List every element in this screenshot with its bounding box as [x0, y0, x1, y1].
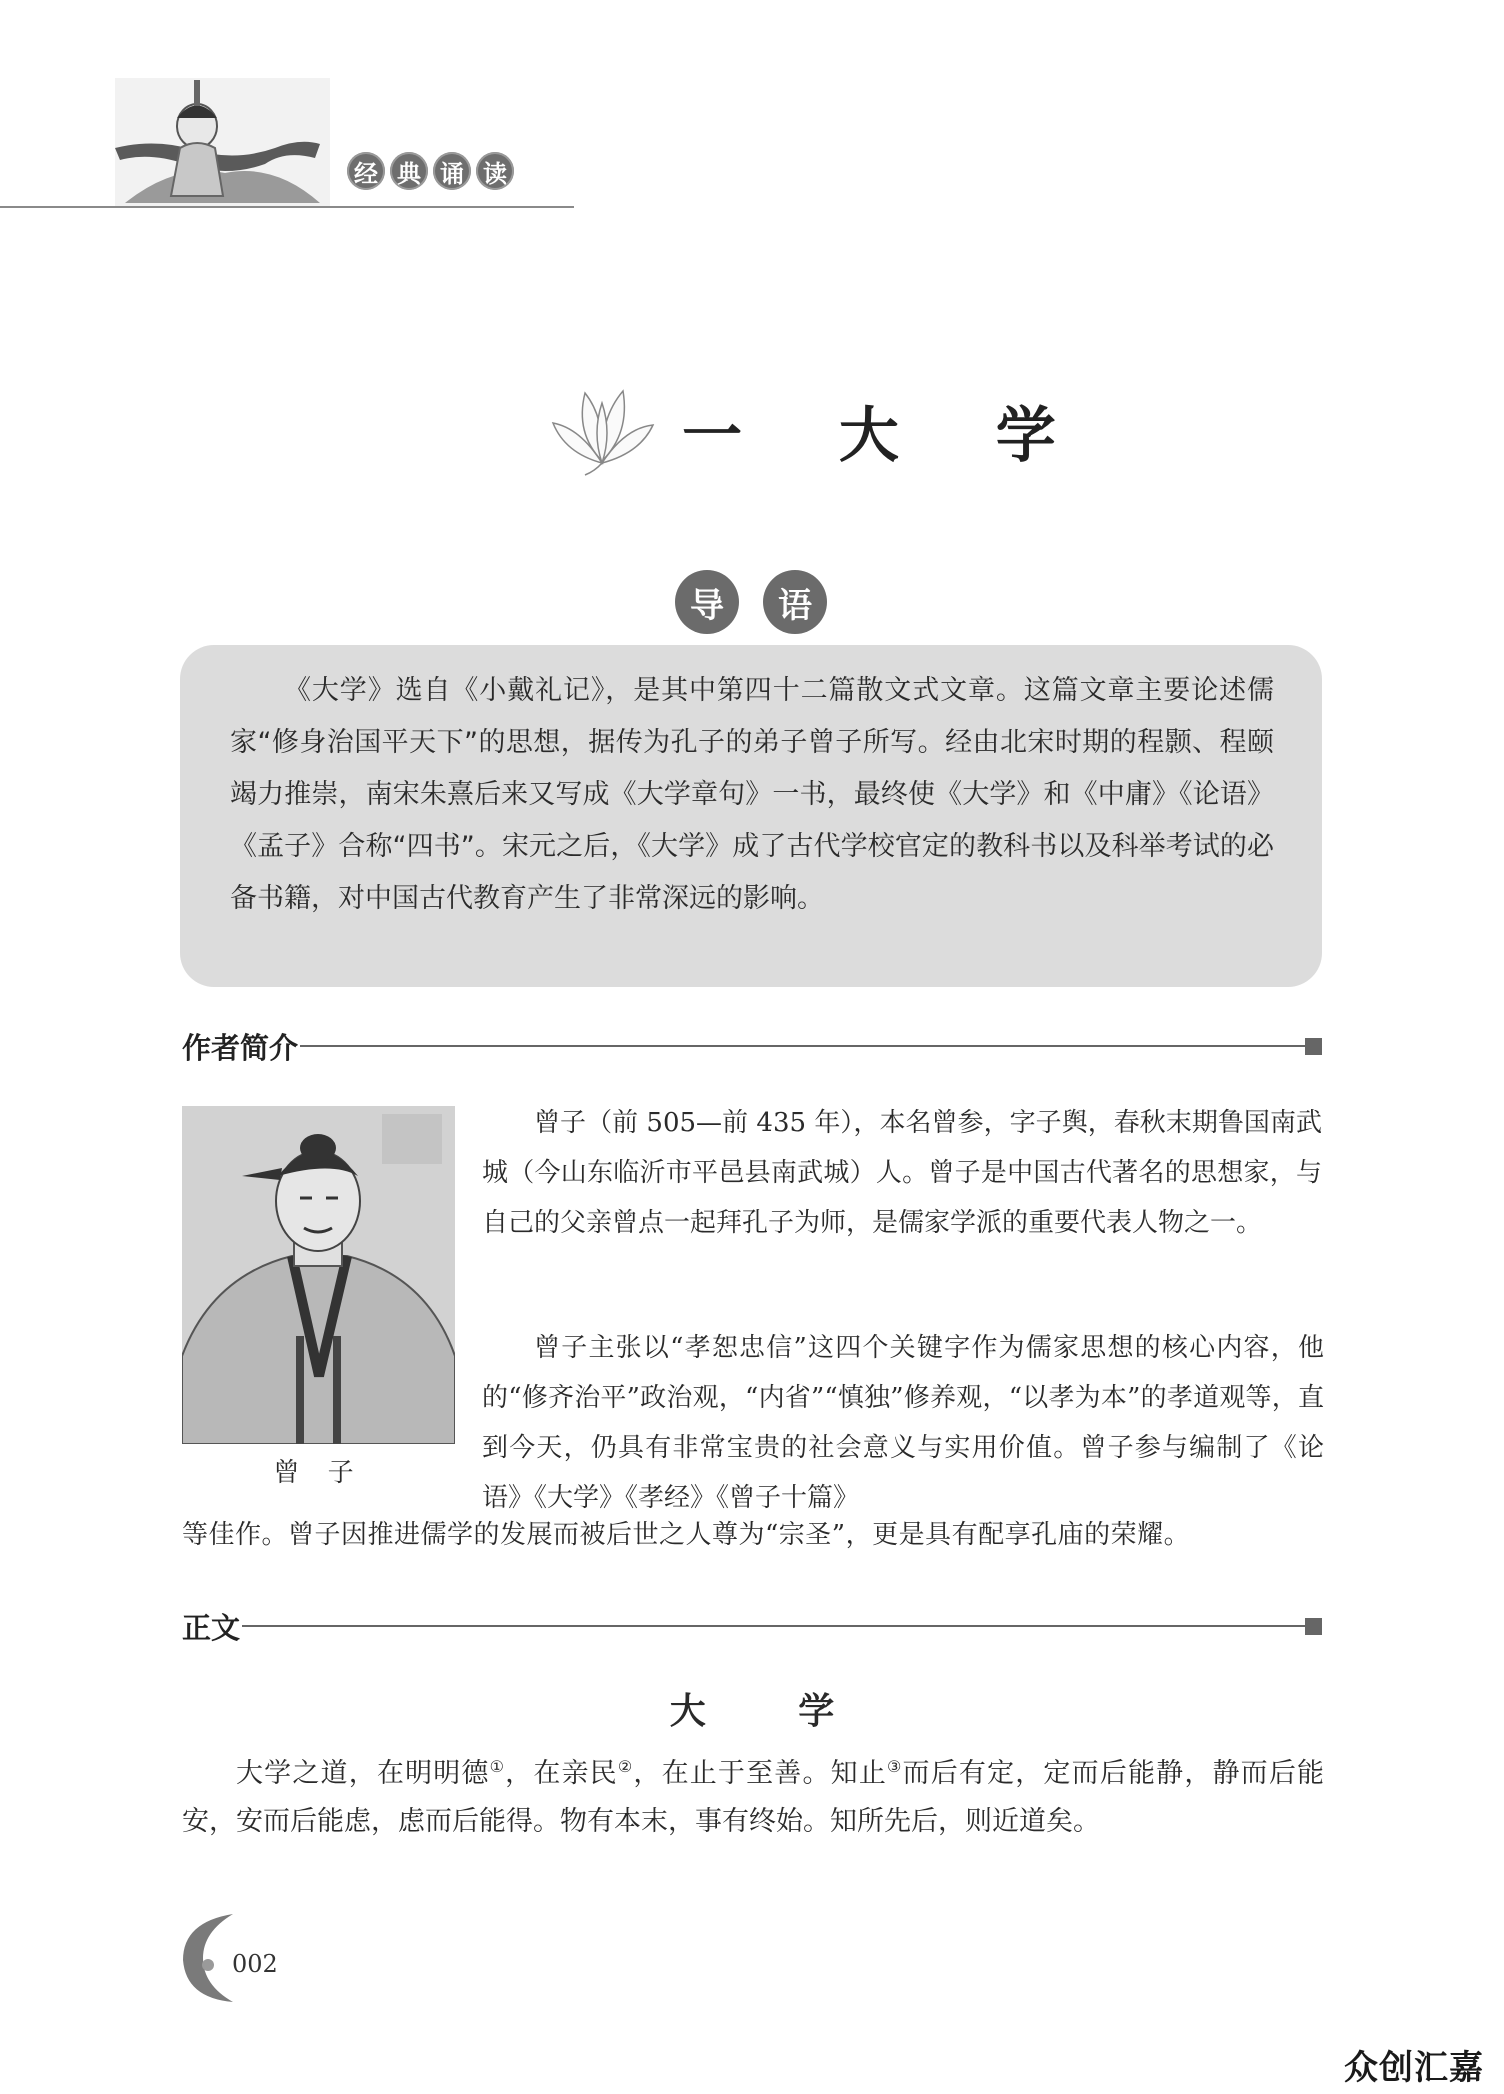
footnote-marker: ③: [887, 1757, 903, 1776]
portrait-image: [182, 1106, 455, 1444]
text-segment: ，在亲民: [505, 1758, 618, 1789]
text-segment: 而后有定，定而后能静，静而后能安，安而后能虑，虑而后能得。物有本末，事有终始。知所先后，则近道矣。: [182, 1758, 1325, 1837]
series-char: 经: [347, 152, 385, 190]
main-text-paragraph: [182, 1750, 1324, 1846]
author-bio-paragraph: 曾子主张以“孝恕忠信”这四个关键字作为儒家思想的核心内容，他的“修齐治平”政治观，“内省”“慎独”修养观，“以孝为本”的孝道观等，直到今天，仍具有非常宝贵的社会意义与实用价值。曾子参与编制了《论语》《大学》《孝经》《曾子十篇》: [482, 1333, 1324, 1513]
series-char: 典: [390, 152, 428, 190]
series-title: [347, 152, 514, 190]
header-illustration: [115, 78, 330, 208]
intro-heading-char: 导: [675, 570, 739, 634]
text-segment: ，在止于至善。知止: [633, 1758, 887, 1789]
series-char: 读: [476, 152, 514, 190]
main-text-section-header: [182, 1608, 1322, 1644]
intro-text: 《大学》选自《小戴礼记》，是其中第四十二篇散文式文章。这篇文章主要论述儒家“修身治国平天下”的思想，据传为孔子的弟子曾子所写。经由北宋时期的程颢、程颐竭力推崇，南宋朱熹后来又写成《大学章句》一书，最终使《大学》和《中庸》《论语》《孟子》合称“四书”。宋元之后，《大学》成了古代学校官定的教科书以及科举考试的必备书籍，对中国古代教育产生了非常深远的影响。: [230, 675, 1274, 914]
author-section-header: [182, 1028, 1322, 1064]
section-rule: [300, 1045, 1305, 1047]
intro-heading: [675, 570, 827, 634]
series-char: 诵: [433, 152, 471, 190]
text-segment: 大学之道，在明明德: [236, 1758, 490, 1789]
author-bio-paragraph: 曾子（前 505—前 435 年），本名曾参，字子舆，春秋末期鲁国南武城（今山东临沂市平邑县南武城）人。曾子是中国古代著名的思想家，与自己的父亲曾点一起拜孔子为师，是儒家学派的重要代表人物之一。: [482, 1108, 1322, 1238]
section-square: [1305, 1038, 1322, 1055]
intro-heading-char: 语: [763, 570, 827, 634]
footnote-marker: ②: [617, 1757, 634, 1776]
main-text-section-title: 正文: [182, 1610, 241, 1645]
header-rule: [0, 206, 574, 208]
main-text-title: 大 学: [669, 1690, 875, 1732]
watermark-text: 众创汇嘉: [1344, 2048, 1484, 2088]
chapter-title: 一 大 学: [682, 401, 1094, 471]
page-number: 002: [232, 1950, 278, 1978]
intro-box: [180, 645, 1322, 987]
section-square: [1305, 1618, 1322, 1635]
lotus-flower-icon: [545, 383, 660, 478]
portrait-caption: 曾 子: [273, 1458, 364, 1488]
author-bio-paragraph: 等佳作。曾子因推进儒学的发展而被后世之人尊为“宗圣”，更是具有配享孔庙的荣耀。: [182, 1520, 1191, 1550]
section-rule: [242, 1625, 1305, 1627]
author-section-title: 作者简介: [182, 1030, 299, 1065]
footnote-marker: ①: [489, 1757, 506, 1776]
